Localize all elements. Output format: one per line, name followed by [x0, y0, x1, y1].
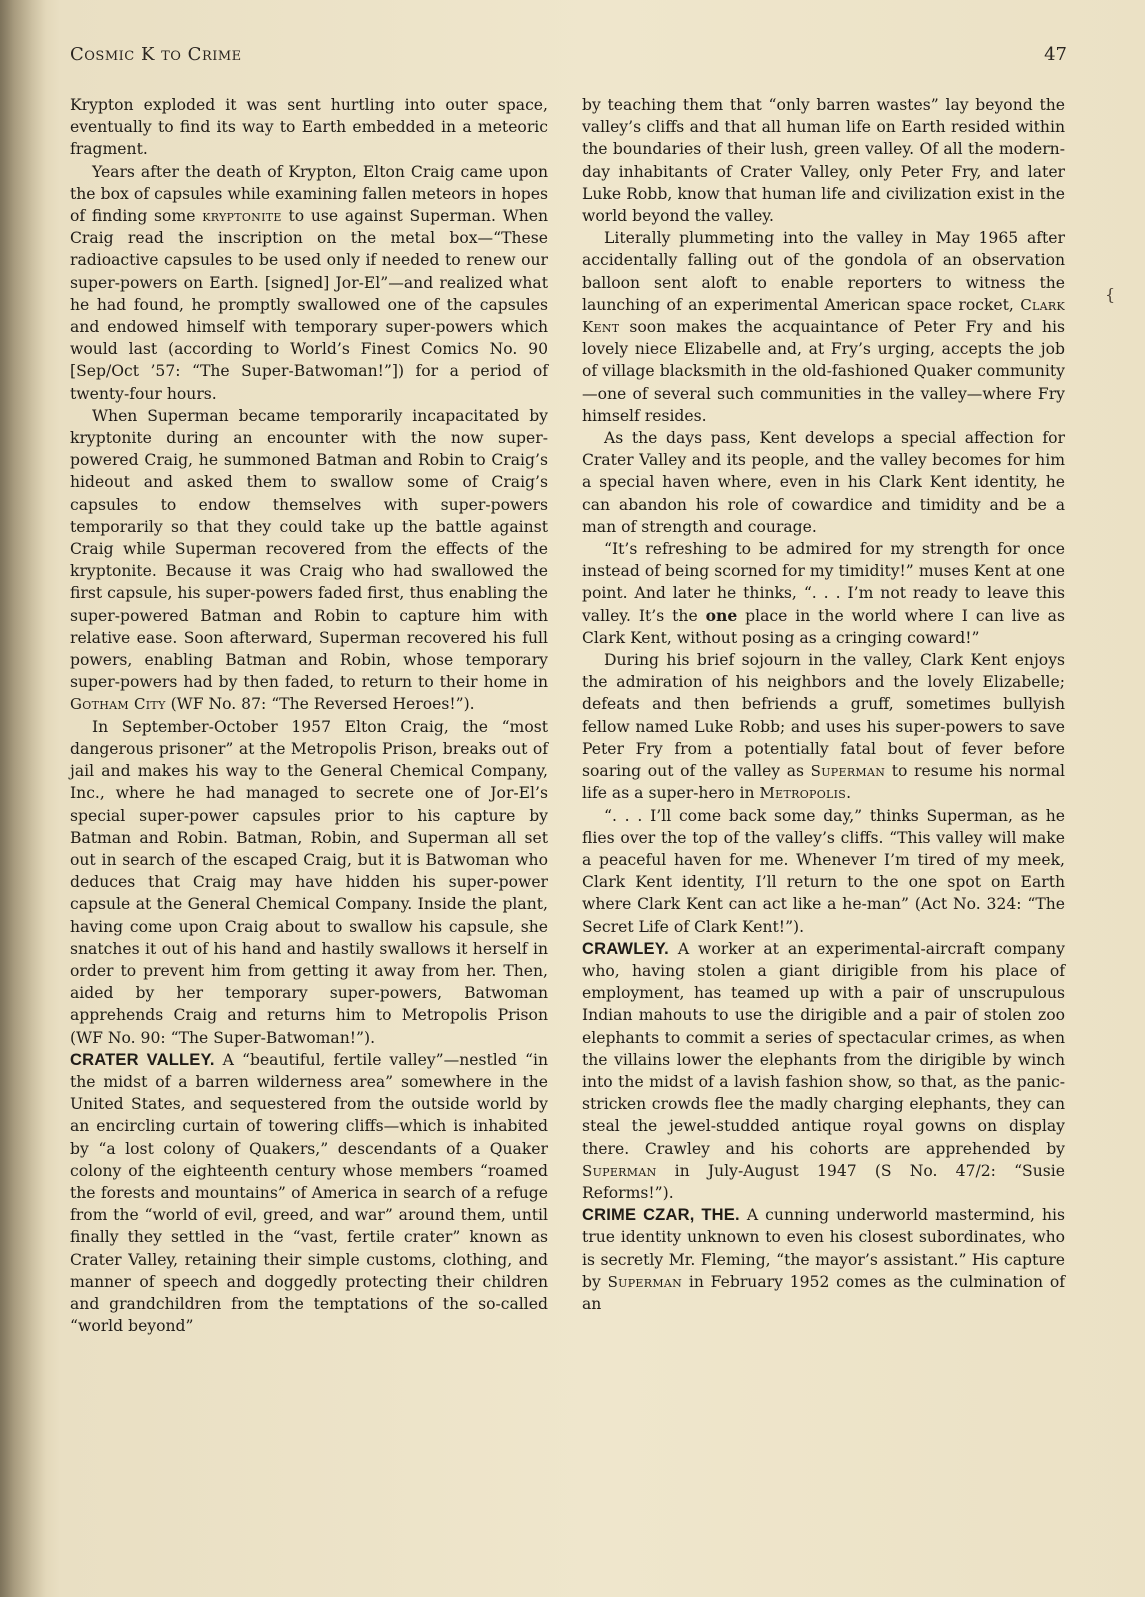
cross-reference: kryptonite	[202, 207, 282, 226]
page-header	[70, 44, 1067, 72]
entry-headword: CRAWLEY.	[582, 939, 669, 958]
cross-reference: Clark Kent	[582, 295, 1065, 337]
binding-gutter-shadow	[0, 0, 46, 1597]
paragraph: “. . . I’ll come back some day,” thinks Superman, as he flies over the top of the valley’s cliffs. “This valley will make a peaceful haven for me. Whenever I’m tired of my meek, Clark Kent identity, I’ll return to the one spot on Earth where Clark Kent can act like a he-man” (Act No. 324: “The Secret Life of Clark Kent!”).	[582, 806, 1065, 936]
left-column	[70, 94, 548, 1337]
paragraph: During his brief sojourn in the valley, Clark Kent enjoys the admiration of his neighbors and the lovely Elizabelle; defeats and then befriends a gruff, sometimes bullyish fellow named Luke Robb; and uses his super-powers to save Peter Fry from a potentially fatal bout of fever before soaring out of the valley as Superman to resume his normal life as a super-hero in Metropolis.	[582, 651, 1065, 803]
margin-mark: {	[1105, 285, 1116, 304]
paragraph: Years after the death of Krypton, Elton Craig came upon the box of capsules while examining fallen meteors in hopes of finding some kryptonite to use against Superman. When Craig read the inscription on the metal box—“These radioactive capsules to be used only if needed to renew our super-powers on Earth. [signed] Jor-El”—and realized what he had found, he promptly swallowed one of the capsules and endowed himself with temporary super-powers which would last (according to World’s Finest Comics No. 90 [Sep/Oct ’57: “The Super-Batwoman!”]) for a period of twenty-four hours.	[70, 162, 549, 403]
page-number: 47	[1044, 44, 1067, 65]
cross-reference: Superman	[810, 762, 886, 781]
emphasis: one	[705, 605, 738, 625]
paragraph: “It’s refreshing to be admired for my strength for once instead of being scorned for my timidity!” muses Kent at one point. And later he thinks, “. . . I’m not ready to leave this valley. It’s the one place in the world where I can live as Clark Kent, without posing as a cringing coward!”	[582, 540, 1065, 647]
cross-reference: Superman	[582, 1161, 657, 1180]
running-head: Cosmic K to Crime	[70, 44, 242, 65]
paragraph: When Superman became temporarily incapacitated by kryptonite during an encounter with the now super-powered Craig, he summoned Batman and Robin to Craig’s hideout and asked them to swallow some of Craig’s capsules to endow themselves with super-powers temporarily so that they could take up the battle against Craig while Superman recovered from the effects of the kryptonite. Because it was Craig who had swallowed the first capsule, his super-powers faded first, thus enabling the super-powered Batman and Robin to capture him with relative ease. Soon afterward, Superman recovered his full powers, enabling Batman and Robin, whose temporary super-powers had by then faded, to return to their home in Gotham City (WF No. 87: “The Reversed Heroes!”).	[70, 406, 548, 714]
entry-crater-valley: CRATER VALLEY. A “beautiful, fertile valley”—nestled “in the midst of a barren wilderness area” somewhere in the United States, and sequestered from the outside world by an encircling curtain of towering cliffs—which is inhabited by “a lost colony of Quakers,” descendants of a Quaker colony of the eighteenth century whose members “roamed the forests and mountains” of America in search of a refuge from the “world of evil, greed, and war” around them, until finally they settled in the “vast, fertile crater” known as Crater Valley, retaining their simple customs, clothing, and manner of speech and doggedly protecting their children and grandchildren from the temptations of the so-called “world beyond”	[70, 1050, 548, 1336]
right-column	[582, 94, 1065, 1315]
paragraph: As the days pass, Kent develops a special affection for Crater Valley and its people, and the valley becomes for him a special haven where, even in his Clark Kent identity, he can abandon his role of cowardice and timidity and be a man of strength and courage.	[582, 429, 1065, 536]
entry-crawley: CRAWLEY. A worker at an experimental-aircraft company who, having stolen a giant dirigible from his place of employment, has teamed up with a pair of unscrupulous Indian mahouts to use the dirigible and a pair of stolen zoo elephants to commit a series of spectacular crimes, as when the villains lower the elephants from the dirigible by winch into the midst of a lavish fashion show, so that, as the panic-stricken crowds flee the madly charging elephants, they can steal the jewel-studded antique royal gowns on display there. Crawley and his cohorts are apprehended by Superman in July-August 1947 (S No. 47/2: “Susie Reforms!”).	[582, 939, 1065, 1202]
paragraph: Literally plummeting into the valley in May 1965 after accidentally falling out of the gondola of an observation balloon sent aloft to enable reporters to witness the launching of an experimental American space rocket, Clark Kent soon makes the acquaintance of Peter Fry and his lovely niece Elizabelle and, at Fry’s urging, accepts the job of village blacksmith in the old-fashioned Quaker community—one of several such communities in the valley—where Fry himself resides.	[582, 229, 1065, 425]
cross-reference: Metropolis	[759, 784, 847, 803]
paragraph: In September-October 1957 Elton Craig, the “most dangerous prisoner” at the Metropolis Prison, breaks out of jail and makes his way to the General Chemical Company, Inc., where he had managed to secrete one of Jor-El’s special super-power capsules prior to his capture by Batman and Robin. Batman, Robin, and Superman all set out in search of the escaped Craig, but it is Batwoman who deduces that Craig may have hidden his super-power capsule at the General Chemical Company. Inside the plant, having come upon Craig about to swallow his capsule, she snatches it out of his hand and hastily swallows it herself in order to prevent him from getting it away from her. Then, aided by her temporary super-powers, Batwoman apprehends Craig and returns him to Metropolis Prison (WF No. 90: “The Super-Batwoman!”).	[70, 717, 548, 1047]
paragraph: Krypton exploded it was sent hurtling into outer space, eventually to find its way to Earth embedded in a meteoric fragment.	[70, 96, 548, 159]
entry-crime-czar: CRIME CZAR, THE. A cunning underworld mastermind, his true identity unknown to even his closest subordinates, who is secretly Mr. Fleming, “the mayor’s assistant.” His capture by Superman in February 1952 comes as the culmination of an	[582, 1206, 1066, 1313]
entry-headword: CRATER VALLEY.	[70, 1050, 215, 1069]
cross-reference: Superman	[607, 1272, 683, 1291]
cross-reference: Gotham City	[70, 695, 166, 714]
paragraph: by teaching them that “only barren wastes” lay beyond the valley’s cliffs and that all human life on Earth resided within the boundaries of their lush, green valley. Of all the modern-day inhabitants of Crater Valley, only Peter Fry, and later Luke Robb, know that human life and civilization exist in the world beyond the valley.	[582, 96, 1065, 226]
entry-headword: CRIME CZAR, THE.	[582, 1206, 740, 1225]
